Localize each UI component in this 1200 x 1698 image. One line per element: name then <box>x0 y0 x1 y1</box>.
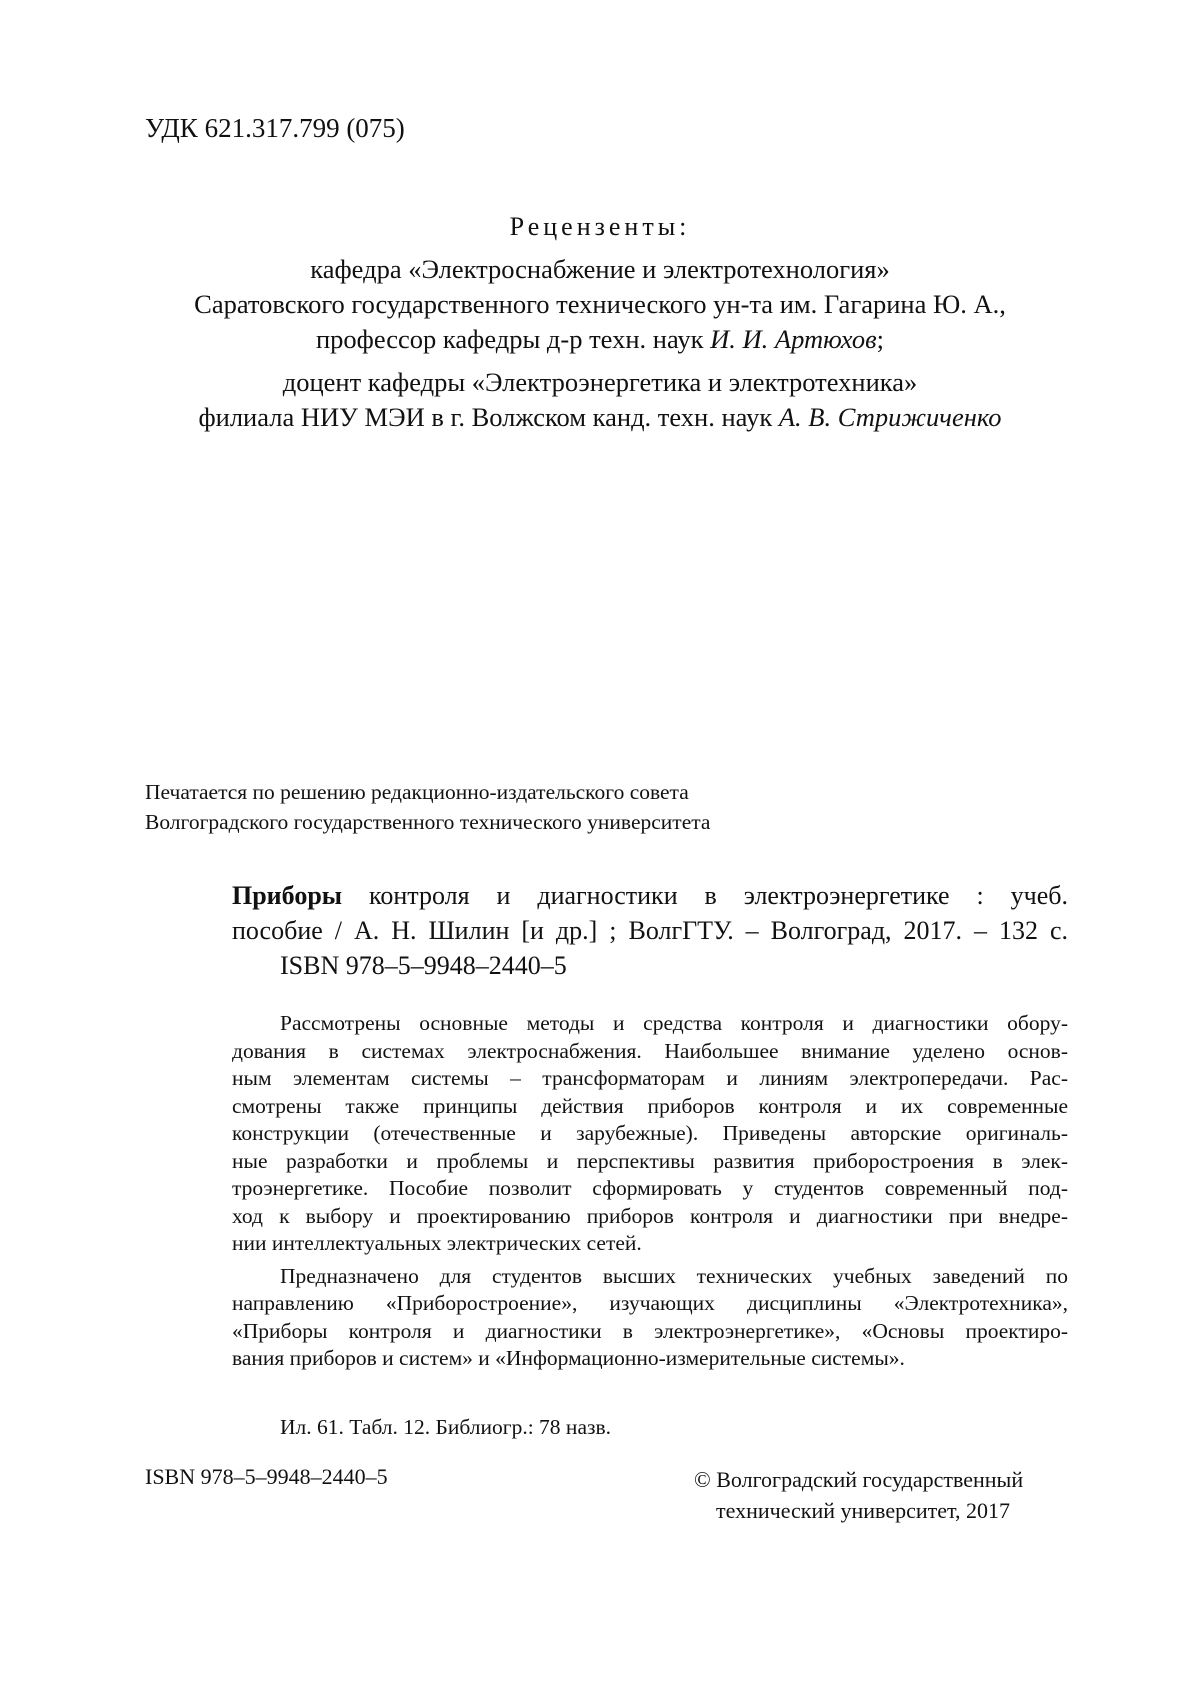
abstract-line: «Приборы контроля и диагностики в электроэнергетике», «Основы проектиро- <box>232 1318 1068 1343</box>
abstract-line: смотрены также принципы действия приборов контроля и их современные <box>232 1093 1068 1118</box>
abstract-line: ные разработки и проблемы и перспективы развития приборостроения в элек- <box>232 1148 1068 1173</box>
print-decision <box>145 777 710 837</box>
reviewer-first-end: ; <box>876 324 884 354</box>
biblio-line2: пособие / А. Н. Шилин [и др.] ; ВолгГТУ. – Волгоград, 2017. – 132 с. <box>232 916 1068 945</box>
abstract-line: дования в системах электроснабжения. Наибольшее внимание уделено основ- <box>232 1038 1068 1063</box>
abstract-line: ход к выбору и проектированию приборов контроля и диагностики при внедре- <box>232 1203 1068 1228</box>
reviewer-first-line2: Саратовского государственного технического ун-та им. Гагарина Ю. А., <box>194 289 1006 319</box>
illustrations-count: Ил. 61. Табл. 12. Библиогр.: 78 назв. <box>280 1415 612 1439</box>
biblio-title-bold: Приборы <box>232 881 343 910</box>
reviewer-first <box>80 252 1120 357</box>
abstract-line: троэнергетике. Пособие позволит сформировать у студентов современный под- <box>232 1176 1068 1200</box>
reviewers-heading: Рецензенты: <box>509 212 691 241</box>
reviewer-second <box>80 365 1120 435</box>
reviewer-first-name: И. И. Артюхов <box>710 324 877 354</box>
abstract-line: Рассмотрены основные методы и средства контроля и диагностики обору- <box>280 1011 1068 1035</box>
abstract-paragraph-1 <box>232 1010 1068 1258</box>
reviewer-first-line1: кафедра «Электроснабжение и электротехнология» <box>310 254 890 284</box>
copyright-line2: технический университет, 2017 <box>716 1498 1010 1523</box>
isbn-bottom: ISBN 978–5–9948–2440–5 <box>145 1464 388 1489</box>
bibliographic-record <box>232 878 1068 983</box>
reviewer-second-name: А. В. Стрижиченко <box>778 402 1002 432</box>
reviewer-first-position: профессор кафедры д-р техн. наук <box>316 324 711 354</box>
copyright-notice <box>694 1464 1023 1526</box>
abstract <box>232 1010 1068 1373</box>
abstract-line: конструкции (отечественные и зарубежные). Приведены авторские оригиналь- <box>232 1121 1068 1145</box>
reviewer-second-line2 <box>80 400 1120 435</box>
reviewer-second-position: филиала НИУ МЭИ в г. Волжском канд. техн. наук <box>198 402 779 432</box>
abstract-line: ным элементам системы – трансформаторам и линиям электропередачи. Рас- <box>232 1066 1068 1090</box>
abstract-paragraph-2 <box>232 1263 1068 1373</box>
biblio-line1 <box>232 878 1068 913</box>
print-decision-line2: Волгоградского государственного технического университета <box>145 810 711 834</box>
print-decision-line1: Печатается по решению редакционно-издательского совета <box>145 780 689 804</box>
reviewer-first-line3 <box>80 322 1120 357</box>
biblio-line1-rest: контроля и диагностики в электроэнергетике : учеб. <box>342 881 1068 910</box>
abstract-line: вания приборов и систем» и «Информационно-измерительные системы». <box>232 1346 905 1370</box>
biblio-isbn: ISBN 978–5–9948–2440–5 <box>280 951 567 980</box>
udk-code: УДК 621.317.799 (075) <box>145 113 405 143</box>
abstract-line: нии интеллектуальных электрических сетей. <box>232 1231 642 1255</box>
reviewer-second-line1: доцент кафедры «Электроэнергетика и электротехника» <box>282 367 918 397</box>
abstract-line: направлению «Приборостроение», изучающих дисциплины «Электротехника», <box>232 1291 1068 1315</box>
abstract-line: Предназначено для студентов высших технических учебных заведений по <box>280 1263 1068 1288</box>
copyright-line1: © Волгоградский государственный <box>694 1467 1024 1492</box>
